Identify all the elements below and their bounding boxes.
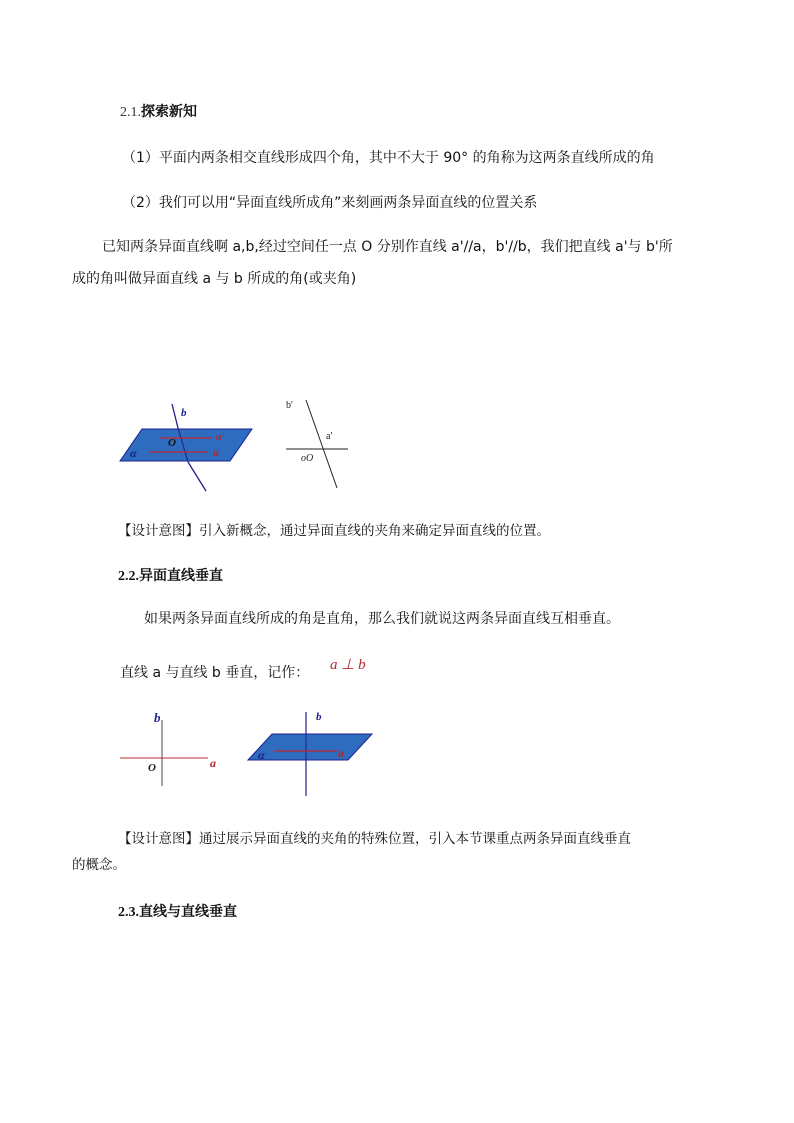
design-intent-1: 【设计意图】引入新概念，通过异面直线的夹角来确定异面直线的位置。 bbox=[118, 523, 550, 539]
perpendicular-cross-diagram bbox=[120, 710, 216, 786]
paragraph-5: 直线 a 与直线 b 垂直，记作： bbox=[120, 665, 310, 681]
section-title: 异面直线垂直 bbox=[139, 568, 223, 584]
label-a-2: a bbox=[338, 746, 344, 760]
figure-perpendicular-lines bbox=[110, 700, 380, 800]
label-a: a bbox=[213, 445, 219, 459]
label-b-prime: b' bbox=[286, 400, 293, 411]
label-a: a bbox=[210, 756, 216, 770]
line-b-lower bbox=[188, 462, 206, 491]
label-alpha: α bbox=[258, 748, 265, 762]
section-number: 2.1. bbox=[120, 105, 141, 120]
perpendicular-plane-diagram bbox=[248, 711, 372, 796]
label-b: b bbox=[154, 710, 161, 725]
line-b-prime bbox=[306, 400, 337, 488]
label-alpha: α bbox=[130, 446, 137, 460]
figure-skew-lines-angle bbox=[110, 390, 370, 500]
label-a-prime: a' bbox=[216, 431, 225, 443]
section-2-1-heading bbox=[120, 101, 197, 121]
line-b-upper bbox=[172, 404, 178, 428]
label-a-prime-2: a' bbox=[326, 431, 333, 442]
section-title: 直线与直线垂直 bbox=[139, 904, 237, 920]
design-intent-2-line-1: 【设计意图】通过展示异面直线的夹角的特殊位置，引入本节课重点两条异面直线垂直 bbox=[118, 831, 631, 847]
section-title: 探索新知 bbox=[141, 104, 197, 120]
section-number: 2.2. bbox=[118, 569, 139, 584]
label-o: O bbox=[148, 762, 156, 774]
paragraph-2: （2）我们可以用“异面直线所成角”来刻画两条异面直线的位置关系 bbox=[122, 195, 538, 211]
label-o-2: oO bbox=[301, 453, 314, 464]
section-2-2-heading bbox=[118, 565, 223, 585]
paragraph-1: （1）平面内两条相交直线形成四个角，其中不大于 90° 的角称为这两条直线所成的角 bbox=[122, 150, 655, 166]
section-number: 2.3. bbox=[118, 905, 139, 920]
paragraph-3-line-2: 成的角叫做异面直线 a 与 b 所成的角(或夹角) bbox=[72, 271, 357, 287]
paragraph-3-line-1: 已知两条异面直线啊 a,b,经过空间任一点 O 分别作直线 a'//a，b'//b，我们把直线 a'与 b'所 bbox=[102, 239, 673, 255]
perpendicular-notation: a ⊥ b bbox=[330, 657, 366, 673]
section-2-3-heading bbox=[118, 901, 237, 921]
design-intent-2-line-2: 的概念。 bbox=[72, 857, 126, 873]
paragraph-4: 如果两条异面直线所成的角是直角，那么我们就说这两条异面直线互相垂直。 bbox=[144, 611, 620, 627]
label-b-2: b bbox=[316, 711, 322, 723]
label-o: O bbox=[168, 437, 176, 449]
intersecting-lines-diagram bbox=[286, 400, 348, 488]
plane-alpha bbox=[248, 734, 372, 760]
label-b: b bbox=[181, 407, 187, 419]
skew-lines-plane-diagram bbox=[120, 404, 252, 491]
